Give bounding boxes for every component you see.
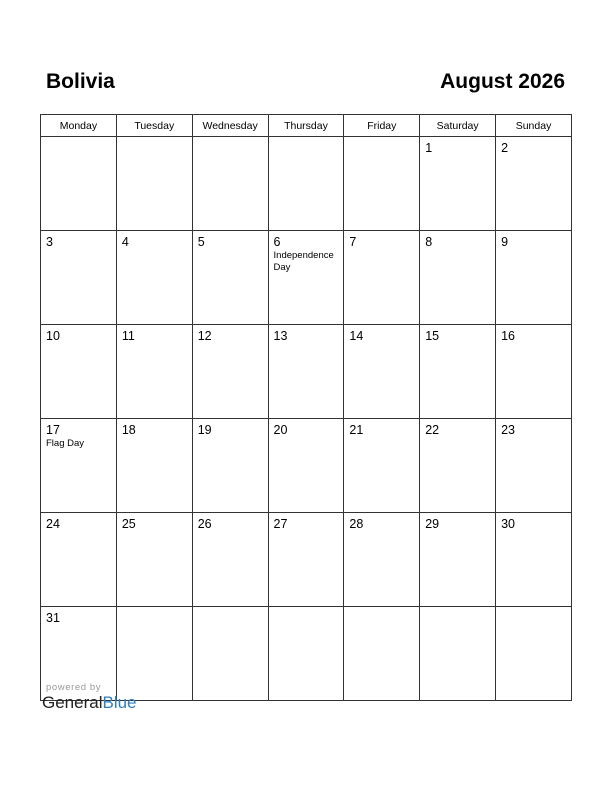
day-number: 17 <box>46 423 60 437</box>
day-cell <box>192 137 268 231</box>
day-number: 7 <box>349 235 357 249</box>
calendar-grid <box>40 114 572 701</box>
day-cell <box>192 513 268 607</box>
day-number: 20 <box>273 423 288 437</box>
day-cell <box>344 513 420 607</box>
weekday-header: Thursday <box>268 115 344 137</box>
day-number: 26 <box>197 517 212 531</box>
day-cell <box>420 513 496 607</box>
day-cell <box>268 419 344 513</box>
day-number: 18 <box>121 423 136 437</box>
day-cell <box>268 513 344 607</box>
day-cell <box>192 231 268 325</box>
holiday-label: Independence Day <box>273 250 334 273</box>
day-number: 23 <box>501 423 515 437</box>
day-number: 6 <box>273 235 281 249</box>
day-cell <box>116 137 192 231</box>
day-number: 15 <box>425 329 440 343</box>
day-cell <box>420 607 496 701</box>
day-cell <box>420 137 496 231</box>
day-number: 9 <box>501 235 509 249</box>
day-cell <box>496 325 572 419</box>
day-cell <box>41 231 117 325</box>
day-number: 30 <box>501 517 515 531</box>
day-number: 14 <box>349 329 364 343</box>
day-cell <box>268 137 344 231</box>
day-cell <box>496 419 572 513</box>
day-cell <box>420 419 496 513</box>
day-cell <box>496 607 572 701</box>
day-number: 3 <box>46 235 53 249</box>
day-number: 2 <box>501 141 509 155</box>
day-number: 19 <box>197 423 212 437</box>
weekday-header: Saturday <box>420 115 496 137</box>
day-cell <box>344 607 420 701</box>
weekday-header: Friday <box>344 115 420 137</box>
generalblue-logo[interactable] <box>42 693 137 713</box>
day-cell <box>192 325 268 419</box>
week-row <box>41 419 572 513</box>
weekday-header-row <box>41 115 572 137</box>
logo-text-blue: Blue <box>102 693 137 712</box>
day-cell <box>116 607 192 701</box>
day-cell <box>192 607 268 701</box>
day-number: 8 <box>425 235 433 249</box>
day-cell <box>420 231 496 325</box>
day-cell <box>41 137 117 231</box>
week-row <box>41 513 572 607</box>
day-number: 12 <box>197 329 212 343</box>
day-number: 13 <box>273 329 288 343</box>
week-row <box>41 607 572 701</box>
day-number: 1 <box>425 141 433 155</box>
day-cell <box>344 419 420 513</box>
day-cell <box>116 231 192 325</box>
day-cell <box>344 137 420 231</box>
day-cell <box>268 231 344 325</box>
weekday-header: Monday <box>41 115 117 137</box>
day-number: 25 <box>121 517 136 531</box>
weekday-header: Wednesday <box>192 115 268 137</box>
week-row <box>41 231 572 325</box>
day-number: 21 <box>349 423 364 437</box>
day-number: 10 <box>46 329 60 343</box>
holiday-label: Flag Day <box>46 438 85 449</box>
day-number: 4 <box>121 235 129 249</box>
week-row <box>41 325 572 419</box>
day-cell <box>496 231 572 325</box>
day-cell <box>496 137 572 231</box>
day-cell <box>116 419 192 513</box>
day-cell <box>116 513 192 607</box>
day-cell <box>116 325 192 419</box>
month-year-title: August 2026 <box>440 70 565 93</box>
week-row <box>41 137 572 231</box>
day-cell <box>496 513 572 607</box>
day-cell <box>192 419 268 513</box>
day-number: 11 <box>121 329 135 343</box>
powered-by-label: powered by <box>46 682 102 693</box>
day-cell <box>41 513 117 607</box>
day-number: 24 <box>46 517 60 531</box>
day-cell <box>41 419 117 513</box>
day-cell <box>268 607 344 701</box>
day-cell <box>41 325 117 419</box>
day-number: 29 <box>425 517 440 531</box>
day-cell <box>420 325 496 419</box>
day-cell <box>268 325 344 419</box>
country-title: Bolivia <box>46 70 115 93</box>
day-number: 28 <box>349 517 364 531</box>
day-cell <box>344 325 420 419</box>
weekday-header: Tuesday <box>116 115 192 137</box>
day-number: 31 <box>46 611 60 625</box>
day-cell <box>344 231 420 325</box>
day-number: 27 <box>273 517 288 531</box>
day-number: 5 <box>197 235 205 249</box>
day-number: 22 <box>425 423 440 437</box>
logo-text-general: General <box>42 693 103 712</box>
day-number: 16 <box>501 329 515 343</box>
weekday-header: Sunday <box>496 115 572 137</box>
